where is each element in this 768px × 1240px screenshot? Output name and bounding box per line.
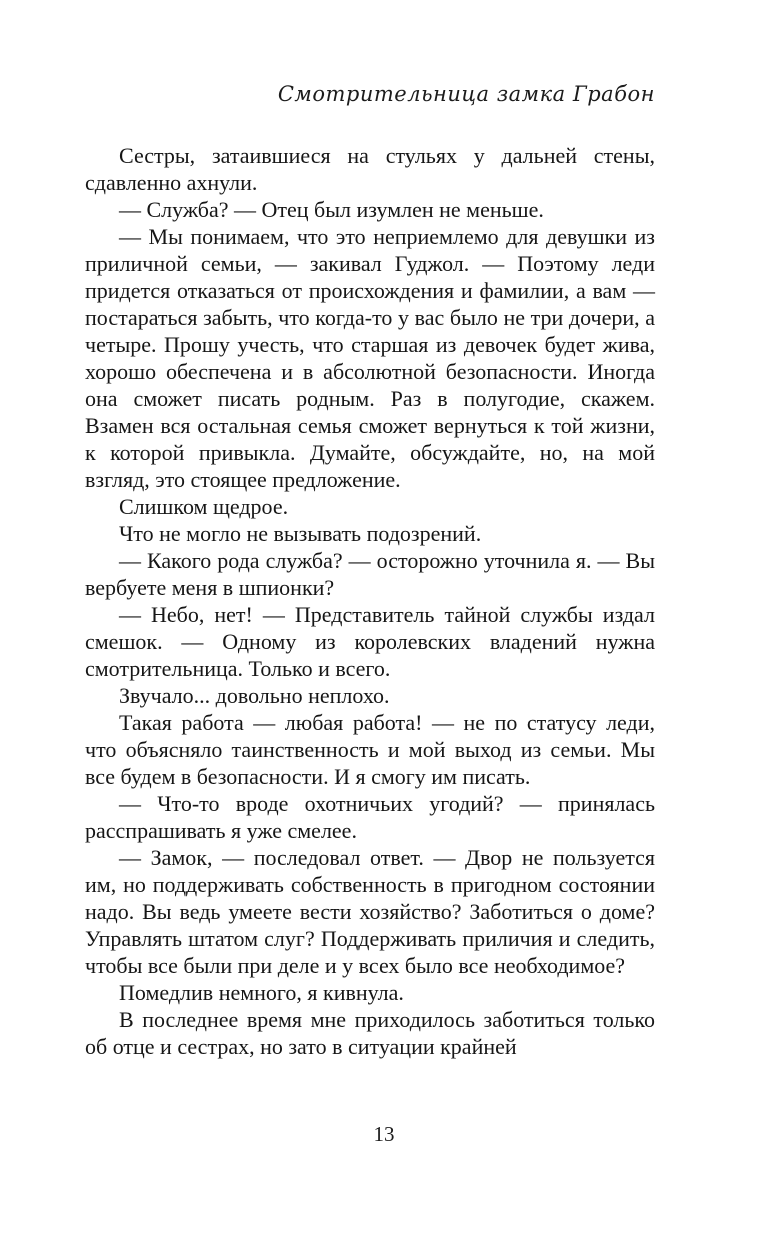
paragraph: Слишком щедрое. [119,494,289,519]
body-text [85,142,655,1060]
paragraph: — Какого рода служба? — осторожно уточнила я. — Вы вербуете меня в шпионки? [85,548,655,600]
paragraph: — Служба? — Отец был изумлен не меньше. [119,197,544,222]
page-number: 13 [373,1122,395,1146]
paragraph: — Что-то вроде охотничьих угодий? — принялась расспрашивать я уже смелее. [85,791,655,843]
paragraph: — Замок, — последовал ответ. — Двор не пользуется им, но поддерживать собственность в пригодном состоянии надо. Вы ведь умеете вести хозяйство? Заботиться о доме? Управлять штатом слуг? Поддерживать приличия и следить, чтобы все были при деле и у всех было все необходимое? [85,845,655,978]
paragraph: Сестры, затаившиеся на стульях у дальней стены, сдавленно ахнули. [85,143,655,195]
paragraph: Помедлив немного, я кивнула. [119,980,404,1005]
paragraph: В последнее время мне приходилось заботиться только об отце и сестрах, но зато в ситуации крайней [85,1007,655,1059]
paragraph: Звучало... довольно неплохо. [119,683,390,708]
running-header: Смотрительница замка Грабон [277,82,655,106]
paragraph: Что не могло не вызывать подозрений. [119,521,482,546]
paragraph: Такая работа — любая работа! — не по статусу леди, что объясняло таинственность и мой выход из семьи. Мы все будем в безопасности. И я смогу им писать. [85,710,655,789]
paragraph: — Небо, нет! — Представитель тайной службы издал смешок. — Одному из королевских владений нужна смотрительница. Только и всего. [85,602,655,681]
paragraph: — Мы понимаем, что это неприемлемо для девушки из приличной семьи, — закивал Гуджол. — Поэтому леди придется отказаться от происхождения и фамилии, а вам — постараться забыть, что когда-то у вас было не три дочери, а четыре. Прошу учесть, что старшая из девочек будет жива, хорошо обеспечена и в абсолютной безопасности. Иногда она сможет писать родным. Раз в полугодие, скажем. Взамен вся остальная семья сможет вернуться к той жизни, к которой привыкла. Думайте, обсуждайте, но, на мой взгляд, это стоящее предложение. [85,224,655,492]
